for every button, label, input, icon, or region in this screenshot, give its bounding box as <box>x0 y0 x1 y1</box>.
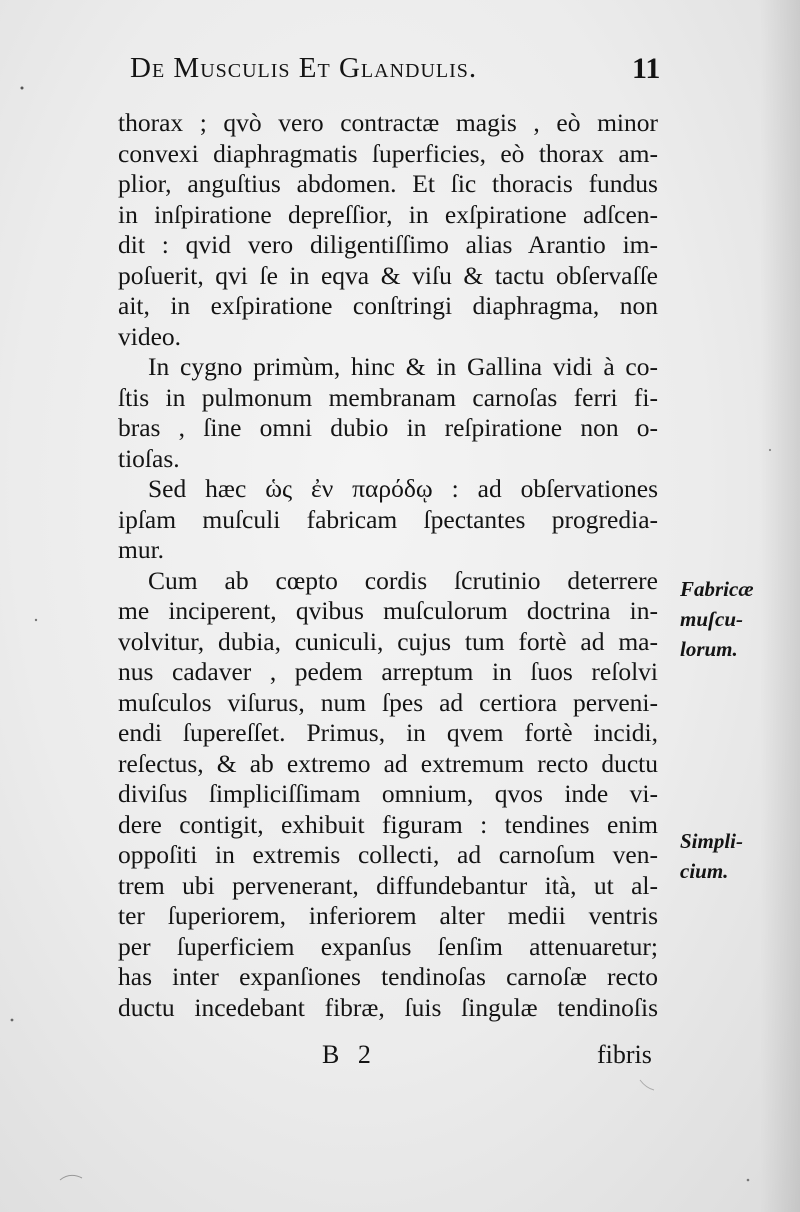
text-line: dere contigit, exhibuit figuram : tendines enim <box>118 809 658 839</box>
text-line: muſculos viſurus, num ſpes ad certiora perveni- <box>118 687 658 717</box>
margin-note-fabrica <box>680 574 790 664</box>
text-line: me inciperent, qvibus muſculorum doctrina in- <box>118 596 658 625</box>
margin-note-line: muſcu- <box>680 607 743 631</box>
text-line: volvitur, dubia, cuniculi, cujus tum fortè ad ma- <box>118 626 658 656</box>
text-line: oppoſiti in extremis collecti, ad carnoſum ven- <box>118 840 658 869</box>
text-line: plior, anguſtius abdomen. Et ſic thoracis fundus <box>118 169 658 198</box>
text-line: diviſus ſimpliciſſimam omnium, qvos inde vi- <box>118 779 658 808</box>
text-line: In cygno primùm, hinc & in Gallina vidi à co- <box>148 352 658 381</box>
text-line: poſuerit, qvi ſe in eqva & viſu & tactu obſervaſſe <box>118 260 658 290</box>
text-line: bras , ſine omni dubio in reſpiratione non o- <box>118 413 658 442</box>
text-line: Sed hæc ὡς ἐν παρόδῳ : ad obſervationes <box>148 474 658 503</box>
text-line: mur. <box>118 535 165 564</box>
text-line: per ſuperficiem expanſus ſenſim attenuaretur; <box>118 931 658 961</box>
signature-mark: B 2 <box>322 1040 377 1069</box>
margin-note-line: cium. <box>680 859 729 883</box>
text-line: thorax ; qvò vero contractæ magis , eò minor <box>118 108 658 137</box>
body-text <box>118 108 658 1023</box>
text-line: ait, in exſpiratione conſtringi diaphragma, non <box>118 291 658 320</box>
margin-note-line: lorum. <box>680 637 738 661</box>
text-line: tioſas. <box>118 443 180 473</box>
text-line: endi ſupereſſet. Primus, in qvem fortè incidi, <box>118 718 658 747</box>
text-line: ipſam muſculi fabricam ſpectantes progredia- <box>118 504 658 534</box>
text-line: Cum ab cœpto cordis ſcrutinio deterrere <box>148 565 658 595</box>
text-line: dit : qvid vero diligentiſſimo alias Arantio im- <box>118 230 658 259</box>
page-number: 11 <box>632 52 661 85</box>
text-line: trem ubi pervenerant, diffundebantur ità, ut al- <box>118 870 658 900</box>
text-line: ſtis in pulmonum membranam carnoſas ferri fi- <box>118 382 658 412</box>
text-line: convexi diaphragmatis ſuperficies, eò thorax am- <box>118 138 658 168</box>
text-line: has inter expanſiones tendinoſas carnoſæ recto <box>118 962 658 991</box>
margin-note-line: Fabricæ <box>680 577 754 601</box>
text-line: in inſpiratione depreſſior, in exſpiratione adſcen- <box>118 199 658 229</box>
catchword: fibris <box>597 1040 652 1069</box>
text-line: ductu incedebant fibræ, ſuis ſingulæ tendinoſis <box>118 992 658 1022</box>
margin-note-line: Simpli- <box>680 829 744 853</box>
text-line: nus cadaver , pedem arreptum in ſuos reſolvi <box>118 657 658 686</box>
text-line: reſectus, & ab extremo ad extremum recto ductu <box>118 748 658 778</box>
text-line: video. <box>118 321 182 351</box>
running-title: De Musculis Et Glandulis. <box>130 52 478 84</box>
margin-note-simplicium <box>680 826 790 886</box>
text-line: ter ſuperiorem, inferiorem alter medii ventris <box>118 901 658 930</box>
